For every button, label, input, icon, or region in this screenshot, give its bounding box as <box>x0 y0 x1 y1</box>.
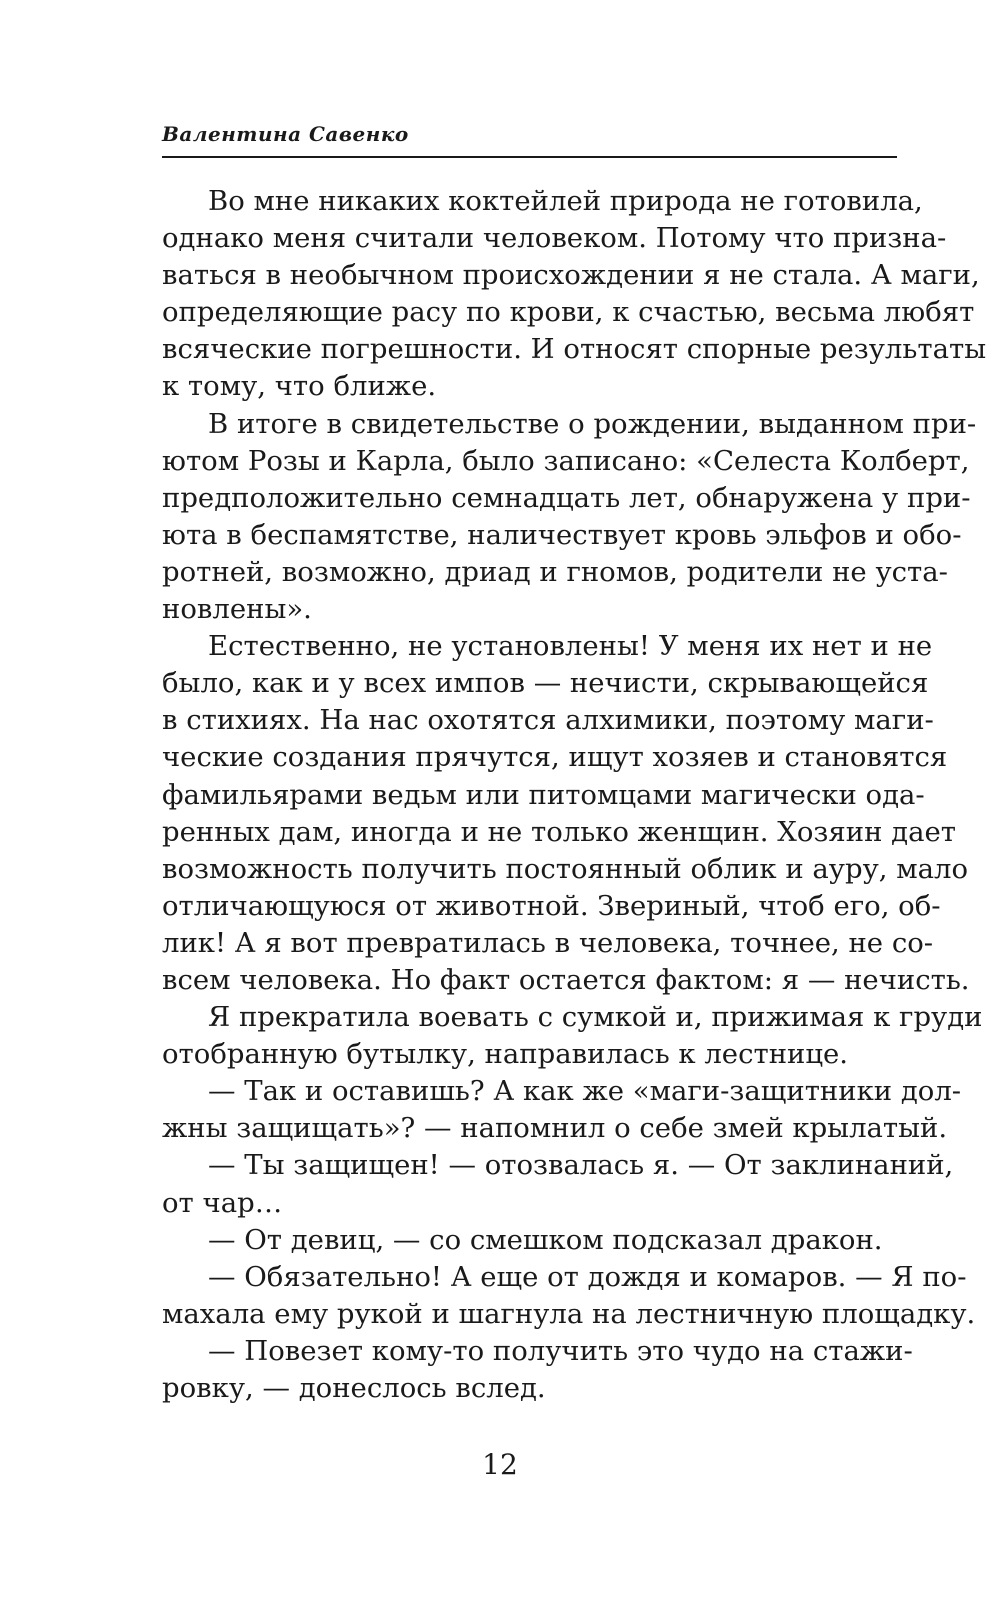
text-line: ваться в необычном происхождении я не стала. А маги, <box>162 259 980 292</box>
text-line: Во мне никаких коктейлей природа не готовила, <box>208 185 923 217</box>
text-line: — Обязательно! А еще от дождя и комаров. — Я по- <box>208 1260 967 1293</box>
text-line: махала ему рукой и шагнула на лестничную площадку. <box>162 1297 976 1330</box>
text-line: Я прекратила воевать с сумкой и, прижимая к груди <box>208 1001 983 1034</box>
text-line: в стихиях. На нас охотятся алхимики, поэтому маги- <box>162 704 934 737</box>
text-line: ровку, — донеслось вслед. <box>162 1372 546 1404</box>
text-line: всем человека. Но факт остается фактом: я — нечисть. <box>162 963 970 996</box>
text-line: — Повезет кому-то получить это чудо на стажи- <box>208 1334 913 1367</box>
text-line: ческие создания прячутся, ищут хозяев и становятся <box>162 741 948 774</box>
body-text <box>162 183 987 1407</box>
text-line: возможность получить постоянный облик и ауру, мало <box>162 852 969 885</box>
text-line: новлены». <box>162 593 312 626</box>
text-line: — Так и оставишь? А как же «маги-защитники дол- <box>208 1075 962 1108</box>
text-line: ренных дам, иногда и не только женщин. Хозяин дает <box>162 815 956 848</box>
page-number: 12 <box>482 1448 518 1481</box>
author-name: Валентина Савенко <box>162 122 409 146</box>
text-line: — От девиц, — со смешком подсказал дракон. <box>208 1223 883 1256</box>
text-line: от чар… <box>162 1186 283 1219</box>
text-line: фамильярами ведьм или питомцами магически ода- <box>162 778 925 811</box>
text-line: Естественно, не установлены! У меня их нет и не <box>208 630 933 663</box>
text-line: жны защищать»? — напомнил о себе змей крылатый. <box>162 1112 948 1145</box>
text-line: ютом Розы и Карла, было записано: «Селеста Колберт, <box>162 444 970 477</box>
text-line: лик! А я вот превратилась в человека, точнее, не со- <box>162 926 934 959</box>
text-line: однако меня считали человеком. Потому что призна- <box>162 222 947 255</box>
text-line: всяческие погрешности. И относят спорные результаты <box>162 333 987 366</box>
text-line: юта в беспамятстве, наличествует кровь эльфов и обо- <box>162 518 962 551</box>
text-line: — Ты защищен! — отозвалась я. — От заклинаний, <box>208 1149 954 1182</box>
text-line: было, как и у всех импов — нечисти, скрывающейся <box>162 667 929 700</box>
text-line: к тому, что ближе. <box>162 370 437 403</box>
text-line: определяющие расу по крови, к счастью, весьма любят <box>162 296 975 329</box>
text-line: предположительно семнадцать лет, обнаружена у при- <box>162 481 971 514</box>
text-line: отобранную бутылку, направилась к лестнице. <box>162 1038 849 1071</box>
running-head <box>162 116 897 158</box>
text-line: отличающуюся от животной. Звериный, чтоб его, об- <box>162 889 941 922</box>
text-line: ротней, возможно, дриад и гномов, родители не уста- <box>162 555 948 588</box>
text-line: В итоге в свидетельстве о рождении, выданном при- <box>208 407 977 440</box>
